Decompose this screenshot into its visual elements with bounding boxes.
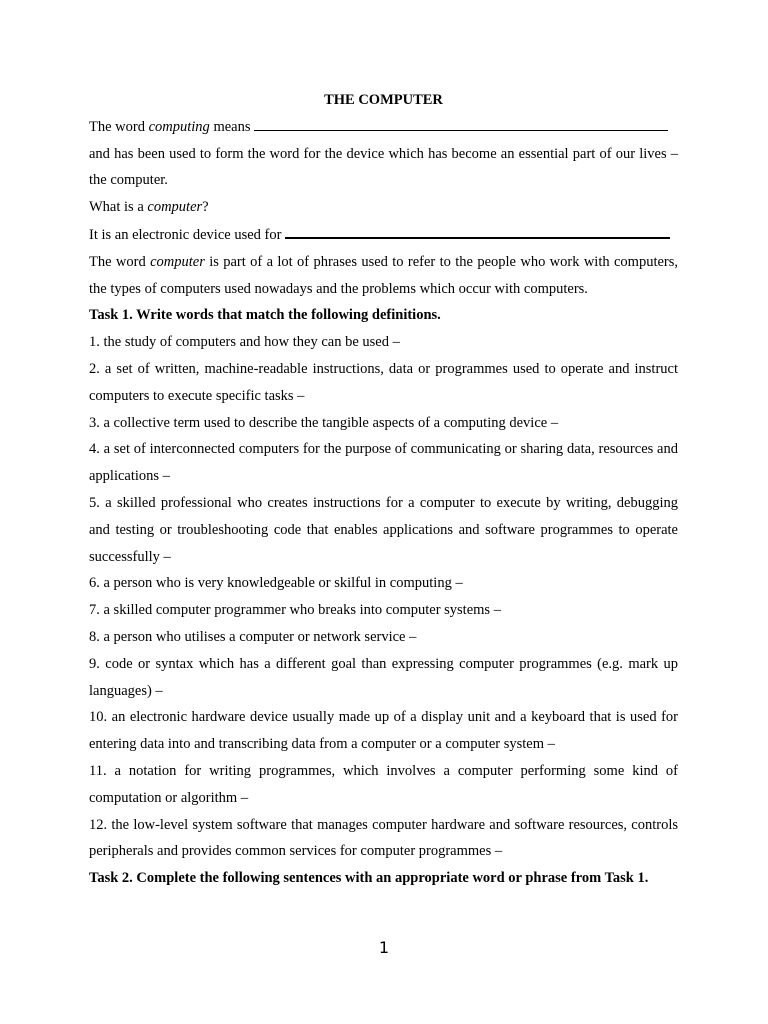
intro-emphasis: computing <box>148 118 210 135</box>
task2-heading: Task 2. Complete the following sentences with an appropriate word or phrase from Task 1. <box>89 870 649 887</box>
task1-definition-9: 9. code or syntax which has a different goal than expressing computer programmes (e.g. mark up languages) – <box>89 655 678 699</box>
intro-computing-line <box>89 114 678 141</box>
task1-definition-2: 2. a set of written, machine-readable instructions, data or programmes used to operate and instruct computers to execute specific tasks – <box>89 360 678 404</box>
answer-blank-used-for[interactable] <box>285 221 670 239</box>
intro-text: The word <box>89 118 149 135</box>
task1-definition-4: 4. a set of interconnected computers for the purpose of communicating or sharing data, resources and applications – <box>89 441 678 485</box>
intro-question <box>89 194 678 221</box>
page-number: 1 <box>378 938 390 957</box>
question-text: What is a <box>89 199 148 216</box>
task1-definition-10: 10. an electronic hardware device usually made up of a display unit and a keyboard that is used for entering data into and transcribing data from a computer or a computer system – <box>89 709 678 753</box>
phrases-text: The word <box>89 253 151 270</box>
task1-definition-5: 5. a skilled professional who creates instructions for a computer to execute by writing, debugging and testing or troubleshooting code that enables applications and software programmes to operate successfully – <box>89 494 678 565</box>
phrases-emphasis: computer <box>150 253 205 270</box>
page-title: THE COMPUTER <box>324 92 443 108</box>
task1-heading: Task 1. Write words that match the following definitions. <box>89 307 441 324</box>
intro-device-line: and has been used to form the word for the device which has become an essential part of our lives – the computer. <box>89 145 678 189</box>
question-emphasis: computer <box>147 199 203 216</box>
task1-definition-7: 7. a skilled computer programmer who breaks into computer systems – <box>89 602 501 619</box>
intro-phrases-paragraph <box>89 249 678 303</box>
phrases-text: is part of a lot of phrases used to refer to the people who work with computers, the types of computers used nowadays and the problems which occur with computers. <box>89 253 679 297</box>
task1-definition-3: 3. a collective term used to describe the tangible aspects of a computing device – <box>89 414 559 431</box>
task1-definition-8: 8. a person who utilises a computer or network service – <box>89 628 417 645</box>
task1-definition-6: 6. a person who is very knowledgeable or skilful in computing – <box>89 575 463 592</box>
answer-blank-computing[interactable] <box>254 114 668 131</box>
used-for-text: It is an electronic device used for <box>89 226 286 243</box>
intro-used-for-line <box>89 221 678 249</box>
intro-text: means <box>209 118 255 135</box>
question-text: ? <box>202 199 209 216</box>
task1-definition-12: 12. the low-level system software that manages computer hardware and software resources, controls peripherals and provides common services for computer programmes – <box>89 816 678 860</box>
task1-definition-11: 11. a notation for writing programmes, which involves a computer performing some kind of computation or algorithm – <box>89 762 678 806</box>
document-body <box>89 87 678 892</box>
task1-definition-1: 1. the study of computers and how they can be used – <box>89 334 400 351</box>
